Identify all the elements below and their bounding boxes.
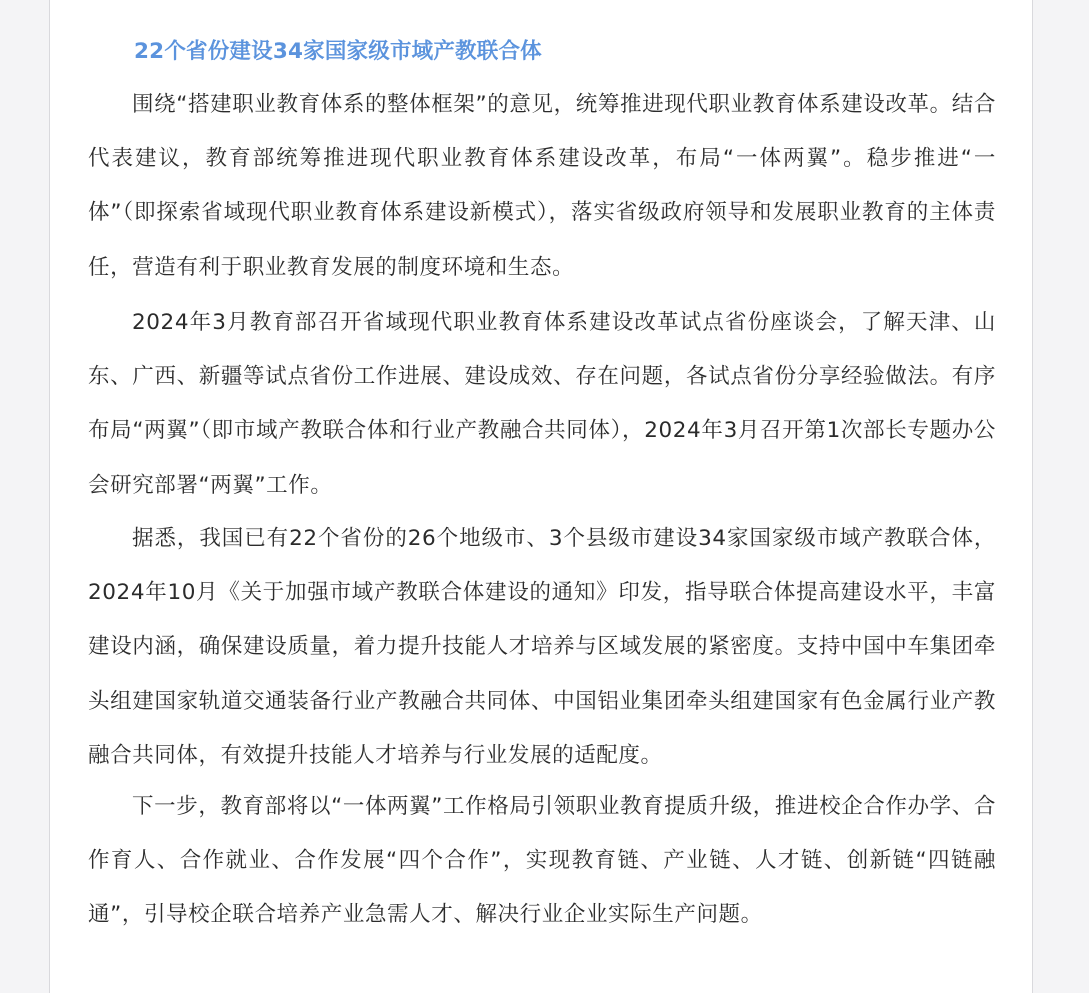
section-heading: 22个省份建设34家国家级市域产教联合体 <box>134 39 542 64</box>
paragraph-2: 2024年3月教育部召开省域现代职业教育体系建设改革试点省份座谈会，了解天津、山东、广西、新疆等试点省份工作进展、建设成效、存在问题，各试点省份分享经验做法。有序布局“两翼”（即市域产教联合体和行业产教融合共同体），2024年3月召开第1次部长专题办公会研究部署“两翼”工作。 <box>88 310 996 498</box>
paragraph-4: 下一步，教育部将以“一体两翼”工作格局引领职业教育提质升级，推进校企合作办学、合作育人、合作就业、合作发展“四个合作”，实现教育链、产业链、人才链、创新链“四链融通”，引导校企联合培养产业急需人才、解决行业企业实际生产问题。 <box>88 794 996 928</box>
article-container <box>49 0 1033 993</box>
paragraph-1: 围绕“搭建职业教育体系的整体框架”的意见，统筹推进现代职业教育体系建设改革。结合代表建议，教育部统筹推进现代职业教育体系建设改革，布局“一体两翼”。稳步推进“一体”（即探索省域现代职业教育体系建设新模式），落实省级政府领导和发展职业教育的主体责任，营造有利于职业教育发展的制度环境和生态。 <box>88 92 996 280</box>
paragraph-3: 据悉，我国已有22个省份的26个地级市、3个县级市建设34家国家级市域产教联合体，2024年10月《关于加强市域产教联合体建设的通知》印发，指导联合体提高建设水平，丰富建设内涵，确保建设质量，着力提升技能人才培养与区域发展的紧密度。支持中国中车集团牵头组建国家轨道交通装备行业产教融合共同体、中国铝业集团牵头组建国家有色金属行业产教融合共同体，有效提升技能人才培养与行业发展的适配度。 <box>88 526 996 768</box>
